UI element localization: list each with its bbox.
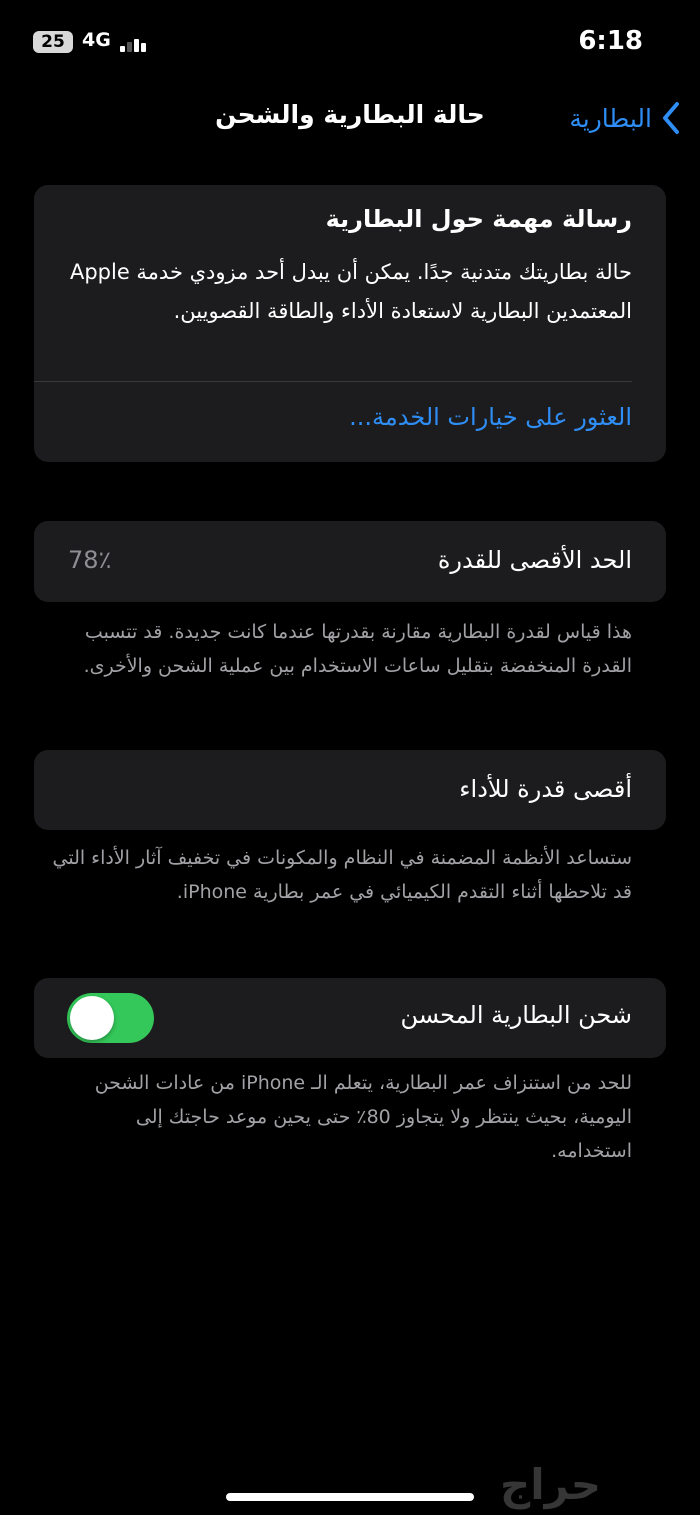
toggle-knob [70,996,114,1040]
important-message-title: رسالة مهمة حول البطارية [325,205,632,233]
home-indicator[interactable] [226,1493,474,1501]
chevron-back-icon [660,101,682,135]
back-button-label: البطارية [569,103,652,133]
signal-strength-icon [120,34,152,52]
page-title: حالة البطارية والشحن [215,100,485,129]
important-message-body: حالة بطاريتك متدنية جدًا. يمكن أن يبدل أحد مزودي خدمة Apple المعتمدين البطارية لاستعادة الأداء والطاقة القصويين. [69,260,632,323]
important-message-card [34,185,666,462]
back-button[interactable] [569,96,682,140]
divider [34,381,632,382]
peak-performance-row [34,750,666,830]
optimized-charging-label: شحن البطارية المحسن [400,1001,632,1029]
status-time: 6:18 [578,26,643,56]
max-capacity-label: الحد الأقصى للقدرة [437,546,632,574]
watermark-logo: حراج [500,1460,602,1509]
peak-performance-note: ستساعد الأنظمة المضمنة في النظام والمكونات في تخفيف آثار الأداء التي قد تلاحظها أثناء التقدم الكيميائي في عمر بطارية iPhone. [52,847,632,903]
optimized-charging-row [34,978,666,1058]
network-type: 4G [82,29,111,51]
optimized-charging-note: للحد من استنزاف عمر البطارية، يتعلم الـ iPhone من عادات الشحن اليومية، بحيث ينتظر ولا يتجاوز 80٪ حتى يحين موعد حاجتك إلى استخدامه. [94,1072,632,1162]
find-service-options-link[interactable]: العثور على خيارات الخدمة... [349,403,632,431]
optimized-charging-toggle[interactable] [67,993,154,1043]
max-capacity-value: 78٪ [68,546,112,574]
battery-level-badge: 25 [33,31,73,53]
max-capacity-note: هذا قياس لقدرة البطارية مقارنة بقدرتها عندما كانت جديدة. قد تتسبب القدرة المنخفضة بتقليل ساعات الاستخدام بين عملية الشحن والأخرى. [83,621,632,677]
peak-performance-label: أقصى قدرة للأداء [459,775,632,803]
max-capacity-row [34,521,666,602]
